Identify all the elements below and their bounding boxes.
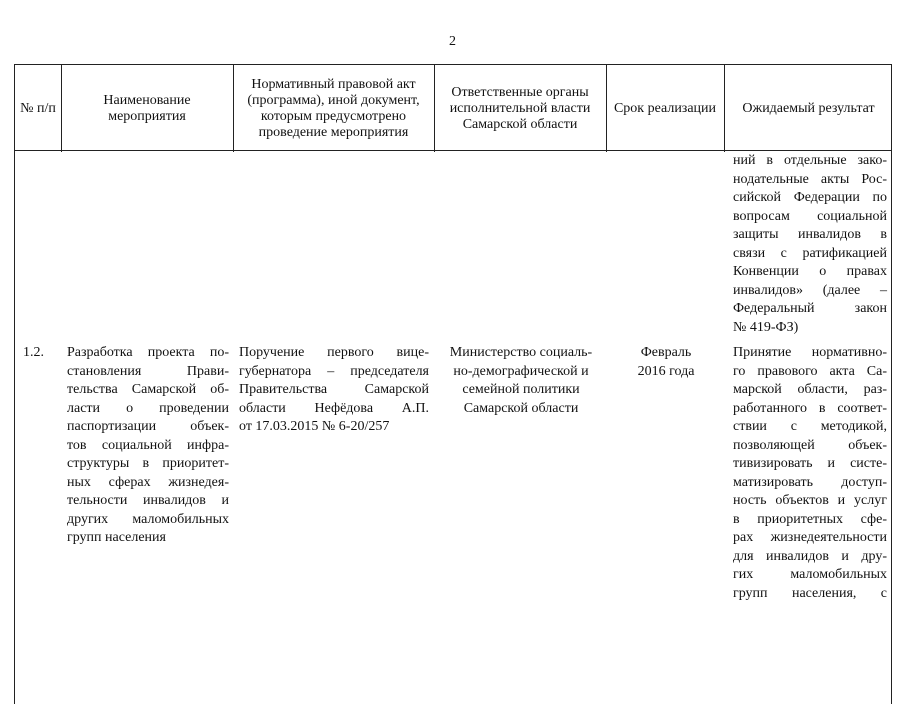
result-line: ствии с методикой, [733,419,887,434]
result-line: Принятие нормативно- [733,345,887,360]
header-expected-result: Ожидаемый результат [742,100,875,116]
header-measure-name: Наименование мероприятия [103,92,191,124]
result-line: защиты инвалидов в [733,227,887,242]
result-line: работанного в соответ- [733,400,887,416]
act-line: губернатора – председателя [239,363,429,379]
authority-line: Министерство социаль- [449,345,593,360]
name-line: паспортизации объек- [67,419,229,434]
result-line: сийской Федерации по [733,190,887,205]
result-line: матизировать доступ- [733,474,887,490]
name-line: тельности инвалидов и [67,493,229,508]
result-line: рах жизнедеятельности [733,530,887,545]
term-line: Февраль [640,345,692,360]
term-line: 2016 года [637,363,695,379]
header-legal-act: Нормативный правовой акт (программа), иной документ, которым предусмотрено проведение мероприятия [247,76,420,140]
expected-result-cell [733,344,887,603]
result-line: го правового акта Са- [733,363,887,379]
term-cell [610,344,722,381]
result-line: позволяющей объек- [733,437,887,453]
authority-line: семейной политики [462,382,580,397]
result-line: марской области, раз- [733,382,887,397]
result-line: групп населения, с [733,585,887,601]
name-line: структуры в приоритет- [67,456,229,471]
name-line: ласти о проведении [67,400,229,416]
result-line: тивизировать и систе- [733,456,887,471]
measure-name-cell [67,344,229,548]
result-line: инвалидов» (далее – [733,282,887,298]
result-line: вопросам социальной [733,208,887,224]
result-line: нодательные акты Рос- [733,171,887,187]
act-line: Правительства Самарской [239,382,429,397]
result-line: Федеральный закон [733,301,887,316]
result-line: Конвенции о правах [733,264,887,279]
result-line: в приоритетных сфе- [733,511,887,527]
row-number: 1.2. [23,345,44,360]
result-line: № 419-ФЗ) [733,319,799,335]
result-line: ность объектов и услуг [733,493,887,508]
measures-table [14,64,892,704]
name-line: становления Прави- [67,363,229,379]
result-line: гих маломобильных [733,567,887,582]
page-number: 2 [449,34,456,49]
name-line: ных сферах жизнедея- [67,474,229,490]
result-line: ний в отдельные зако- [733,153,887,168]
table-header-row [15,64,891,151]
name-line: Разработка проекта по- [67,345,229,360]
act-line: Поручение первого вице- [239,345,429,360]
name-line: других маломобильных [67,511,229,527]
name-line: тов социальной инфра- [67,437,229,453]
act-line: области Нефёдова А.П. [239,400,429,416]
name-line: групп населения [67,530,166,545]
authority-line: Самарской области [463,400,579,416]
result-line: для инвалидов и дру- [733,548,887,564]
header-authorities: Ответственные органы исполнительной власти Самарской области [449,84,591,132]
continued-result-cell [733,152,887,337]
header-term: Срок реализации [613,100,717,116]
authority-line: но-демографической и [453,363,589,379]
name-line: тельства Самарской об- [67,382,229,397]
act-line: от 17.03.2015 № 6-20/257 [239,419,390,434]
legal-act-cell [239,344,429,437]
authorities-cell [438,344,604,418]
result-line: связи с ратификацией [733,245,887,261]
header-number: № п/п [20,100,56,116]
